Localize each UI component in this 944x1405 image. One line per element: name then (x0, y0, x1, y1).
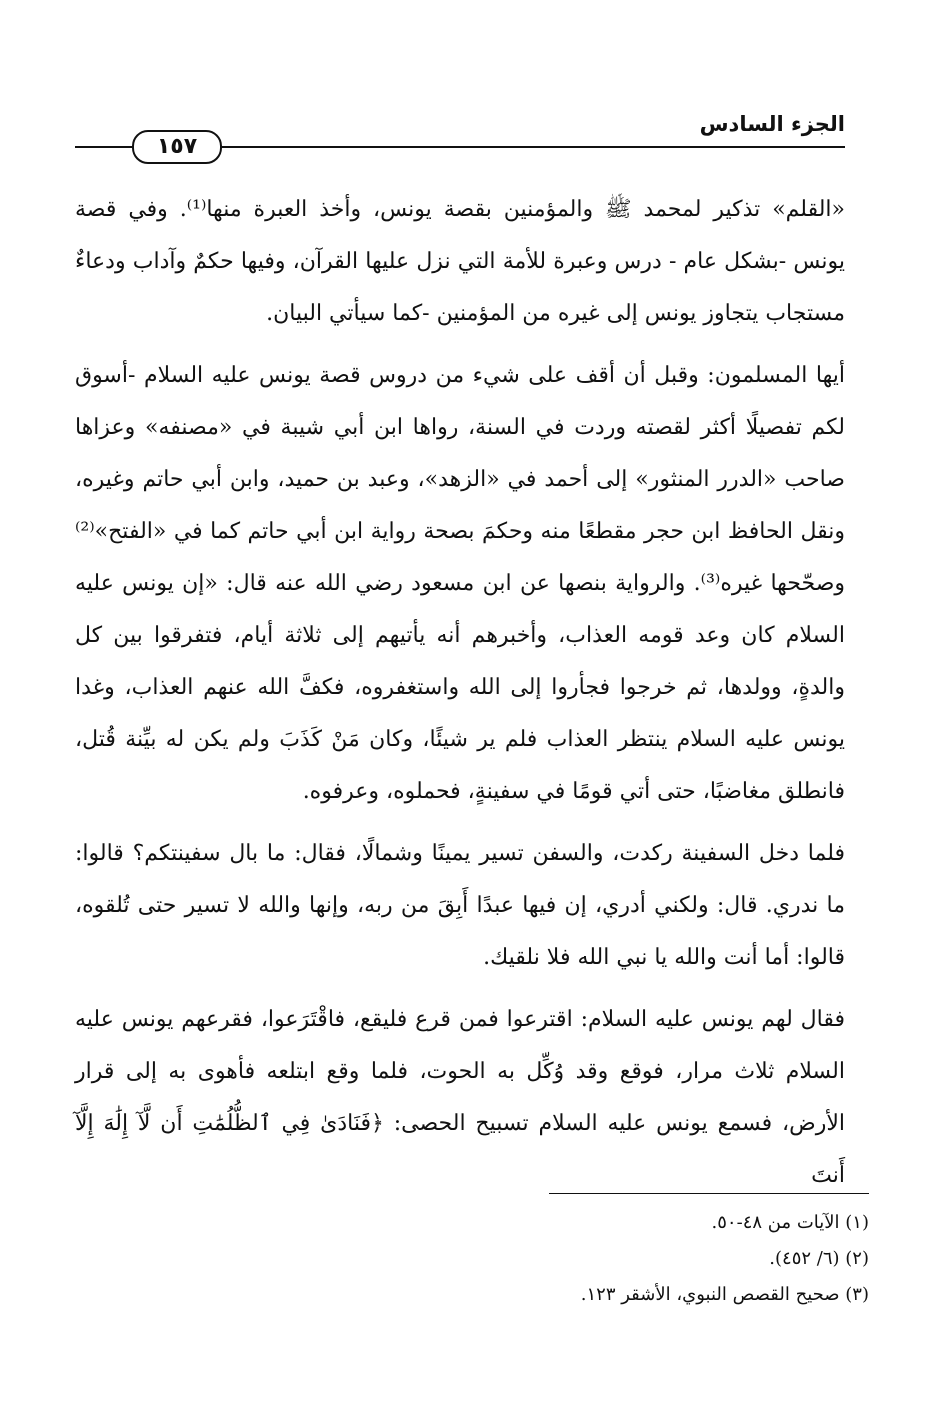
footnote-separator (549, 1193, 869, 1194)
footnote-1: (١) الآيات من ٤٨-٥٠. (711, 1212, 869, 1233)
footnote-3: (٣) صحيح القصص النبوي، الأشقر ١٢٣. (580, 1284, 869, 1305)
paragraph-2: أيها المسلمون: وقبل أن أقف على شيء من دروس قصة يونس عليه السلام -أسوق لكم تفصيلًا أكثر لقصته وردت في السنة، رواها ابن أبي شيبة في «مصنفه» وعزاها صاحب «الدرر المنثور» إلى أحمد في «الزهد»، وعبد بن حميد، وابن أبي حاتم وغيره، ونقل الحافظ ابن حجر مقطعًا منه وحكمَ بصحة رواية ابن أبي حاتم كما في «الفتح»⁽²⁾ وصحّحها غيره⁽³⁾. والرواية بنصها عن ابن مسعود رضي الله عنه قال: «إن يونس عليه السلام كان وعد قومه العذاب، وأخبرهم أنه يأتيهم إلى ثلاثة أيام، فتفرقوا بين كل والدةٍ، وولدها، ثم خرجوا فجأروا إلى الله واستغفروه، فكفَّ الله عنهم العذاب، وغدا يونس عليه السلام ينتظر العذاب فلم ير شيئًا، وكان مَنْ كَذَبَ ولم يكن له بيِّنة قُتل، فانطلق مغاضبًا، حتى أتي قومًا في سفينةٍ، فحملوه، وعرفوه. (75, 363, 845, 804)
footnotes (99, 1207, 869, 1315)
paragraph-1: «القلم» تذكير لمحمد ﷺ والمؤمنين بقصة يونس، وأخذ العبرة منها⁽¹⁾. وفي قصة يونس -بشكل عام - درس وعبرة للأمة التي نزل عليها القرآن، وفيها حكمٌ وآداب ودعاءٌ مستجاب يتجاوز يونس إلى غيره من المؤمنين -كما سيأتي البيان. (75, 197, 845, 326)
page-number: ١٥٧ (132, 130, 222, 164)
part-title: الجزء السادس (699, 112, 845, 136)
page-header (75, 108, 845, 160)
footnote-2: (٢) (٦/ ٤٥٢). (769, 1248, 869, 1269)
paragraph-4: فقال لهم يونس عليه السلام: اقترعوا فمن قرع فليقع، فاقْتَرَعوا، فقرعهم يونس عليه السلام ثلاث مرار، فوقع وقد وُكِّل به الحوت، فلما وقع ابتلعه فأهوى به إلى قرار الأرض، فسمع يونس عليه السلام تسبيح الحصى: ﴿فَنَادَىٰ فِي ٱلظُّلُمَٰتِ أَن لَّآ إِلَٰهَ إِلَّآ أَنتَ (75, 1007, 845, 1188)
paragraph-3: فلما دخل السفينة ركدت، والسفن تسير يمينًا وشمالًا، فقال: ما بال سفينتكم؟ قالوا: ما ندري. قال: ولكني أدري، إن فيها عبدًا أَبِقَ من ربه، وإنها والله لا تسير حتى تُلقوه، قالوا: أما أنت والله يا نبي الله فلا نلقيك. (75, 841, 845, 970)
main-text (75, 184, 845, 1212)
